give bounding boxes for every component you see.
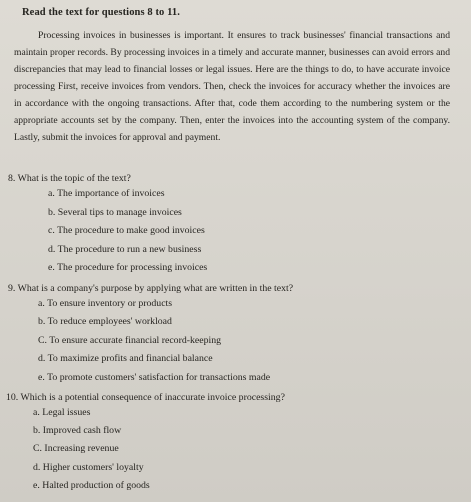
answer-option-a[interactable]: a. Legal issues (33, 407, 91, 418)
question-10 (6, 391, 456, 495)
question-stem: 8. What is the topic of the text? (8, 173, 131, 184)
answer-options (8, 295, 458, 387)
answer-option-e[interactable]: e. To promote customers' satisfaction for transactions made (38, 371, 271, 383)
answer-option-d[interactable]: d. Higher customers' loyalty (33, 461, 144, 473)
answer-option-d[interactable]: d. To maximize profits and financial balance (38, 353, 213, 365)
answer-option-c[interactable]: C. To ensure accurate financial record-keeping (38, 334, 222, 346)
answer-option-e[interactable]: e. The procedure for processing invoices (48, 262, 208, 274)
answer-option-b[interactable]: b. Improved cash flow (33, 425, 122, 437)
answer-option-e[interactable]: e. Halted production of goods (33, 479, 150, 491)
answer-option-a[interactable]: a. To ensure inventory or products (38, 298, 173, 309)
answer-option-d[interactable]: d. The procedure to run a new business (48, 243, 202, 255)
instructions-heading: Read the text for questions 8 to 11. (22, 7, 180, 18)
question-9 (8, 282, 458, 387)
answer-option-b[interactable]: b. Several tips to manage invoices (48, 206, 182, 218)
question-8 (8, 172, 458, 278)
answer-option-c[interactable]: c. The procedure to make good invoices (48, 225, 205, 237)
reading-passage: Processing invoices in businesses is important. It ensures to track businesses' financial transactions and maintain proper records. By processing invoices in a timely and accurate manner, businesses can avoid errors and discrepancies that may lead to financial losses or legal issues. Here are the things to do, to have accurate invoice processing First, receive invoices from vendors. Then, check the invoices for accuracy whether the invoices are in accordance with the ongoing transactions. After that, code them according to the numbering system or the appropriate accounts set by the company. Then, enter the invoices into the accounting system of the company. Lastly, submit the invoices for approval and payment. (14, 30, 450, 143)
answer-option-c[interactable]: C. Increasing revenue (33, 443, 119, 455)
answer-options (8, 185, 458, 278)
answer-option-a[interactable]: a. The importance of invoices (48, 188, 165, 199)
question-stem: 9. What is a company's purpose by applying what are written in the text? (8, 283, 294, 294)
answer-option-b[interactable]: b. To reduce employees' workload (38, 316, 172, 328)
question-stem: 10. Which is a potential consequence of inaccurate invoice processing? (6, 392, 285, 403)
answer-options (6, 404, 456, 495)
